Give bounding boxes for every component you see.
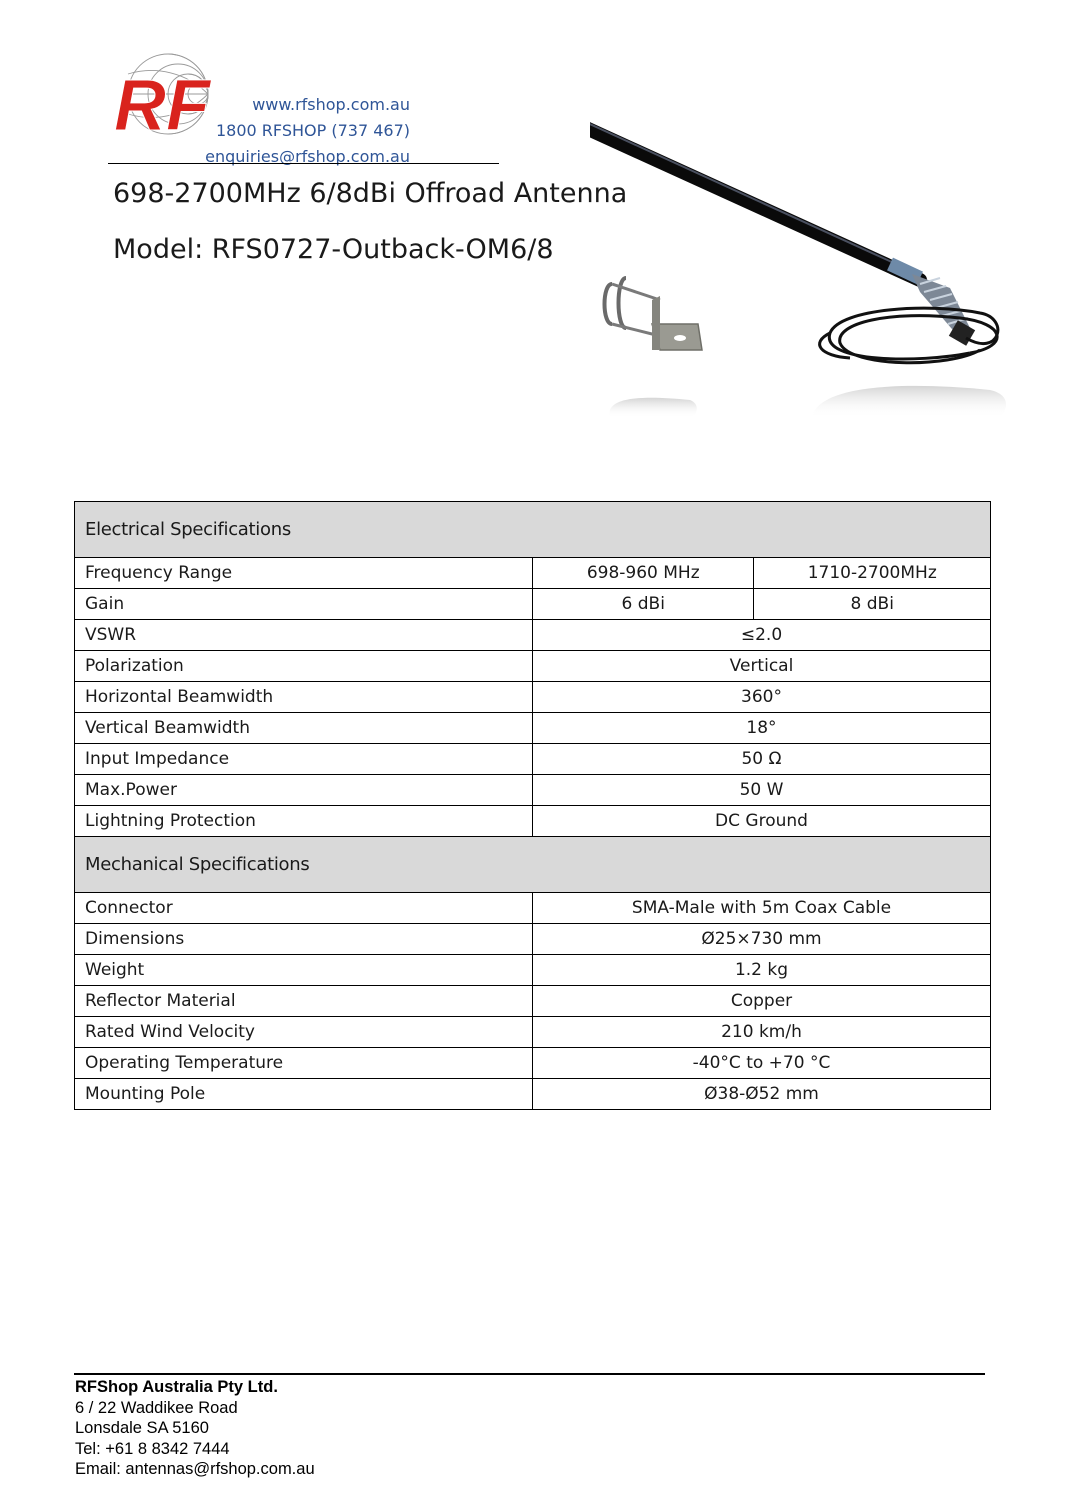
spec-label: Operating Temperature	[75, 1048, 533, 1079]
section-title: Electrical Specifications	[75, 502, 991, 558]
spec-label: Weight	[75, 955, 533, 986]
company-name: RFShop Australia Pty Ltd.	[75, 1378, 278, 1396]
antenna-product-image	[590, 88, 1030, 448]
address-line-2: Lonsdale SA 5160	[75, 1419, 209, 1437]
spec-row-vswr	[75, 620, 991, 651]
spec-row-vertical-beamwidth	[75, 713, 991, 744]
product-title: 698-2700MHz 6/8dBi Offroad Antenna	[113, 178, 628, 209]
spec-label: Rated Wind Velocity	[75, 1017, 533, 1048]
spec-label: Frequency Range	[75, 558, 533, 589]
spec-value: Vertical	[533, 651, 991, 682]
spec-row-operating-temperature	[75, 1048, 991, 1079]
spec-value: 360°	[533, 682, 991, 713]
spec-value: Ø25×730 mm	[533, 924, 991, 955]
spec-label: Gain	[75, 589, 533, 620]
spec-label: VSWR	[75, 620, 533, 651]
spec-label: Max.Power	[75, 775, 533, 806]
spec-label: Polarization	[75, 651, 533, 682]
spec-row-max-power	[75, 775, 991, 806]
footer-divider	[74, 1373, 985, 1375]
spec-label: Lightning Protection	[75, 806, 533, 837]
spec-label: Reflector Material	[75, 986, 533, 1017]
contact-block	[190, 92, 410, 170]
spec-value-high-band: 8 dBi	[754, 589, 991, 620]
antenna-rod-icon	[590, 94, 923, 284]
spec-row-dimensions	[75, 924, 991, 955]
footer-email[interactable]: Email: antennas@rfshop.com.au	[75, 1460, 315, 1478]
spec-value: 1.2 kg	[533, 955, 991, 986]
spec-value: 50 Ω	[533, 744, 991, 775]
email-link[interactable]: enquiries@rfshop.com.au	[205, 147, 410, 166]
product-model: Model: RFS0727-Outback-OM6/8	[113, 234, 554, 265]
spec-row-connector	[75, 893, 991, 924]
logo-text: RF	[114, 66, 210, 142]
address-line-1: 6 / 22 Waddikee Road	[75, 1398, 238, 1417]
spec-row-reflector-material	[75, 986, 991, 1017]
product-reflection-icon	[609, 386, 1006, 418]
footer-phone: Tel: +61 8 8342 7444	[75, 1439, 230, 1458]
spec-row-frequency	[75, 558, 991, 589]
spec-row-polarization	[75, 651, 991, 682]
phone-number: 1800 RFSHOP (737 467)	[215, 121, 410, 140]
section-header-electrical	[75, 502, 991, 558]
website-link[interactable]: www.rfshop.com.au	[252, 95, 410, 114]
header-divider	[108, 163, 499, 164]
section-header-mechanical	[75, 837, 991, 893]
spec-value: -40°C to +70 °C	[533, 1048, 991, 1079]
mounting-bracket-icon	[605, 278, 703, 350]
spec-label: Connector	[75, 893, 533, 924]
spec-row-weight	[75, 955, 991, 986]
spec-value-low-band: 698-960 MHz	[533, 558, 754, 589]
spec-value-high-band: 1710-2700MHz	[754, 558, 991, 589]
spec-value: 18°	[533, 713, 991, 744]
spec-label: Horizontal Beamwidth	[75, 682, 533, 713]
spec-value: Copper	[533, 986, 991, 1017]
spec-row-gain	[75, 589, 991, 620]
spec-row-input-impedance	[75, 744, 991, 775]
spec-row-lightning-protection	[75, 806, 991, 837]
spec-value: 50 W	[533, 775, 991, 806]
spec-value: DC Ground	[533, 806, 991, 837]
footer-address	[75, 1377, 315, 1480]
spec-label: Mounting Pole	[75, 1079, 533, 1110]
section-title: Mechanical Specifications	[75, 837, 991, 893]
spec-value-low-band: 6 dBi	[533, 589, 754, 620]
spec-value: Ø38-Ø52 mm	[533, 1079, 991, 1110]
spec-label: Input Impedance	[75, 744, 533, 775]
spec-row-wind-velocity	[75, 1017, 991, 1048]
spec-label: Vertical Beamwidth	[75, 713, 533, 744]
spec-label: Dimensions	[75, 924, 533, 955]
spec-value: ≤2.0	[533, 620, 991, 651]
spec-value: SMA-Male with 5m Coax Cable	[533, 893, 991, 924]
spec-table	[74, 501, 991, 1110]
spec-value: 210 km/h	[533, 1017, 991, 1048]
spec-row-mounting-pole	[75, 1079, 991, 1110]
spec-row-horizontal-beamwidth	[75, 682, 991, 713]
